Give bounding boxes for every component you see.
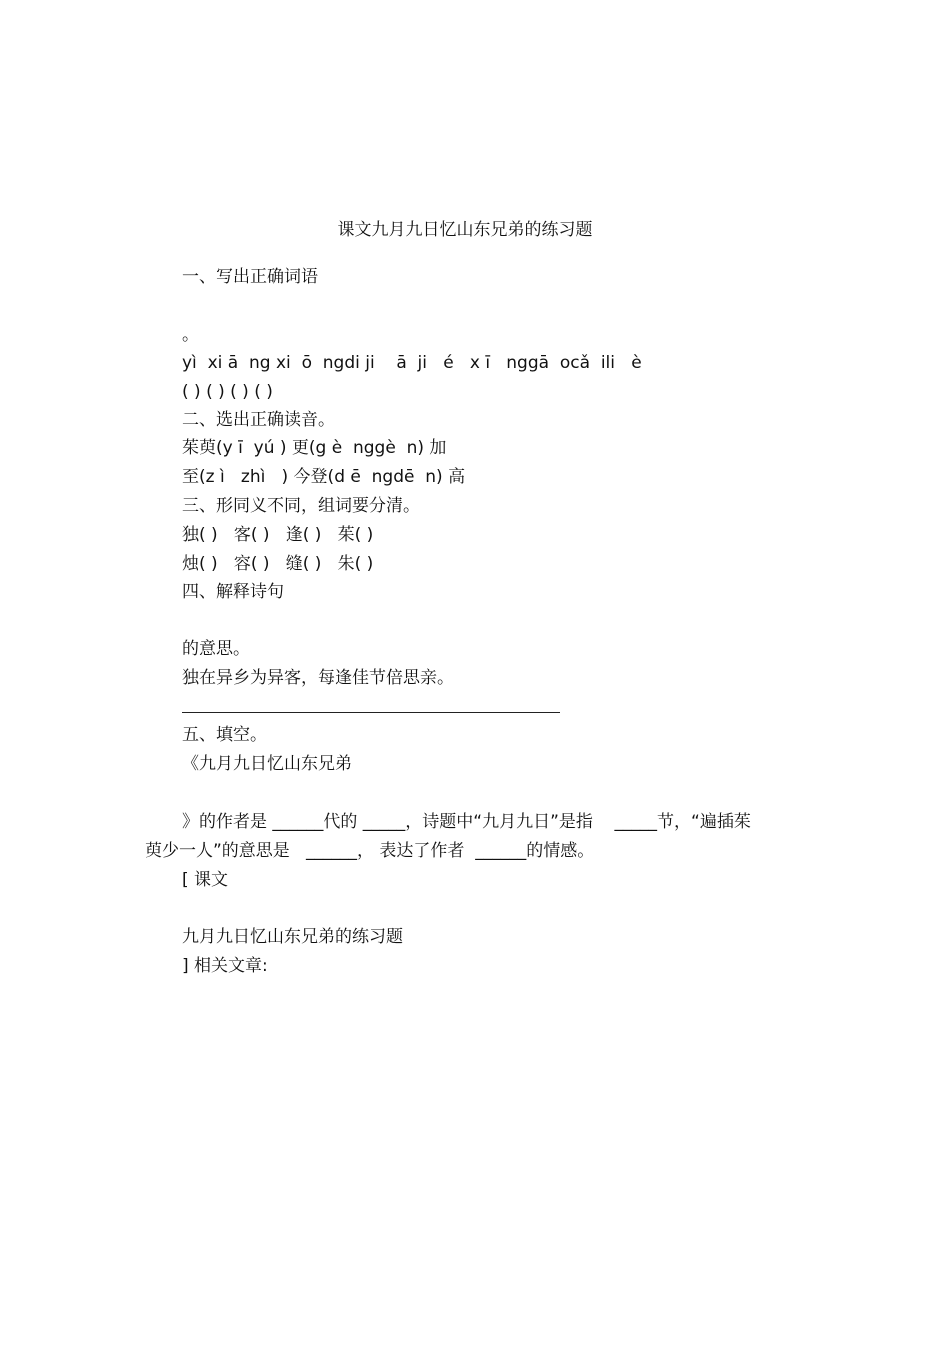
section5-line2: 》的作者是 ______代的 _____，诗题中“九月九日”是指 _____节，“遍插茱: [182, 812, 751, 832]
section1-dot: 。: [182, 325, 199, 345]
section4-line1: 的意思。: [182, 639, 250, 659]
section3-row1: 独( ) 客( ) 逢( ) 茱( ): [182, 525, 374, 545]
section1-blanks: ( ) ( ) ( ) ( ): [182, 382, 273, 402]
footer-line1: [ 课文: [182, 870, 229, 890]
section5-line1: 《九月九日忆山东兄弟: [182, 754, 352, 774]
section2-line2: 至(z ì zhì ) 今登(d ē ngdē n) 高: [182, 467, 466, 487]
section3-row2: 烛( ) 容( ) 缝( ) 朱( ): [182, 554, 374, 574]
section5-line3: 萸少一人”的意思是 ______， 表达了作者 ______的情感。: [145, 841, 595, 861]
footer-line2: 九月九日忆山东兄弟的练习题: [182, 927, 403, 947]
section1-heading: 一、写出正确词语: [182, 267, 318, 287]
page-title: 课文九月九日忆山东兄弟的练习题: [337, 220, 593, 240]
section4-poem-line: 独在异乡为异客，每逢佳节倍思亲。: [182, 668, 454, 688]
section1-pinyin: yì xi ā ng xi ō ngdi ji ā ji é x ī nggā ocǎ ili è: [182, 353, 642, 373]
section2-heading: 二、选出正确读音。: [182, 410, 335, 430]
section2-line1: 茱萸(y ī yú ) 更(g è nggè n) 加: [182, 438, 447, 458]
section3-heading: 三、形同义不同，组词要分清。: [182, 496, 420, 516]
section5-heading: 五、填空。: [182, 725, 267, 745]
footer-line3: ] 相关文章:: [182, 956, 268, 976]
answer-underline: [182, 712, 560, 713]
section4-heading: 四、解释诗句: [182, 582, 284, 602]
